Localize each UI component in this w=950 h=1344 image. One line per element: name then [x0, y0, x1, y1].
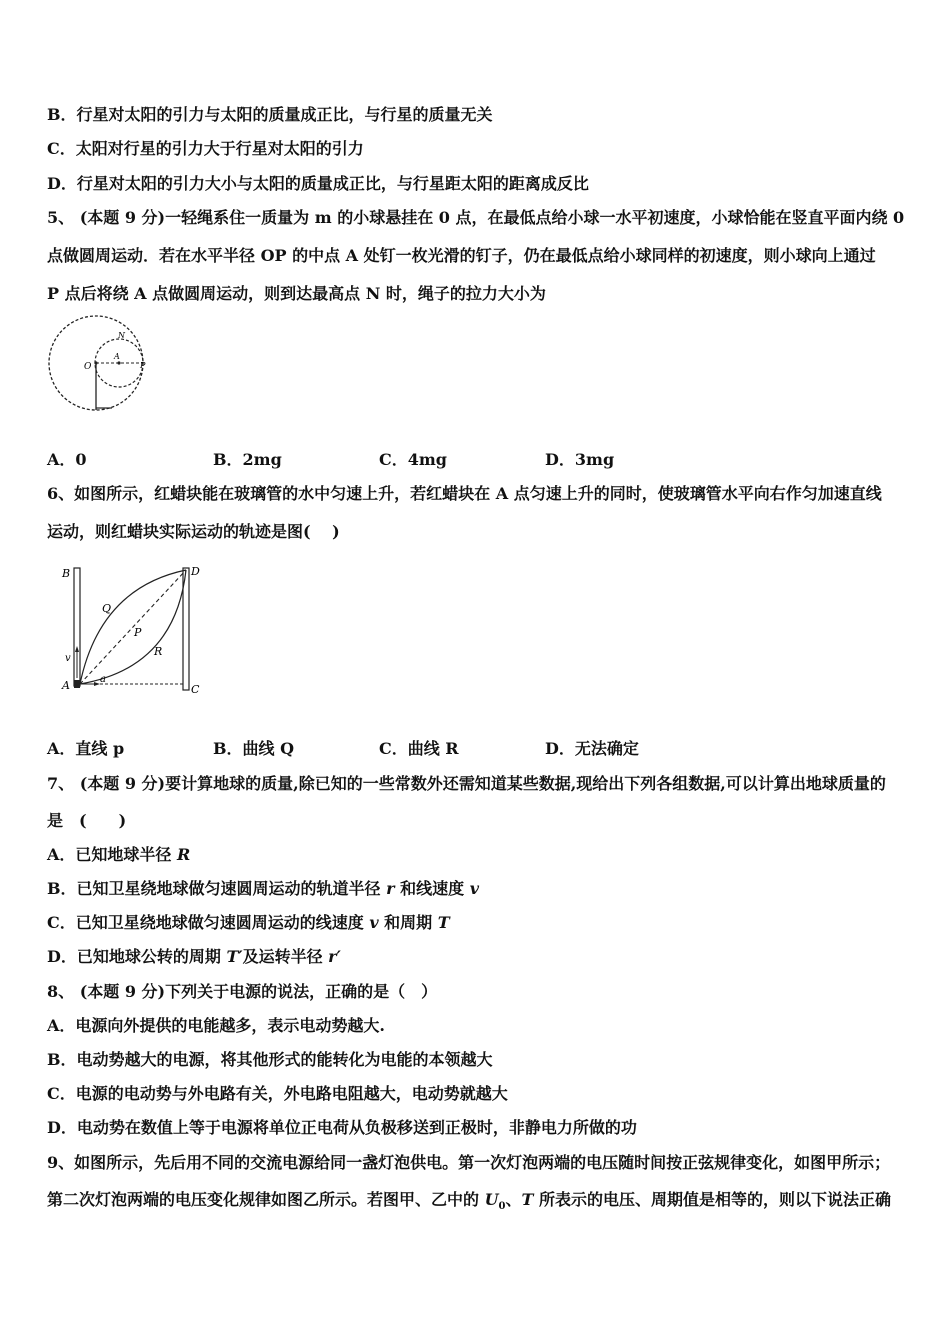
- q5-option-d: D．3mg: [545, 450, 615, 469]
- label-a: A: [114, 352, 120, 361]
- q5-option-a: A．0: [47, 450, 87, 469]
- q8-option-a: A．电源向外提供的电能越多，表示电动势越大.: [47, 1016, 385, 1035]
- q8-option-c: C．电源的电动势与外电路有关，外电路电阻越大，电动势就越大: [47, 1084, 508, 1103]
- label-o: O: [84, 362, 92, 372]
- q7-stem-line1: 7、 (本题 9 分)要计算地球的质量,除已知的一些常数外还需知道某些数据,现给出下列各组数据,可以计算出地球质量的: [47, 774, 886, 793]
- q5-options: [47, 447, 907, 470]
- q5-option-b: B．2mg: [213, 450, 282, 469]
- label-d: D: [191, 565, 200, 578]
- q6-trajectory-figure: [60, 558, 210, 703]
- q6-options: [47, 736, 907, 759]
- q8-option-b: B．电动势越大的电源，将其他形式的能转化为电能的本领越大: [47, 1050, 493, 1069]
- q5-stem-line2: 点做圆周运动．若在水平半径 OP 的中点 A 处钉一枚光滑的钉子，仍在最低点给小球同样的初速度，则小球向上通过: [47, 246, 876, 265]
- label-p: P: [134, 626, 142, 639]
- q6-option-c: C．曲线 R: [379, 739, 459, 758]
- q5-circle-figure: [46, 312, 156, 416]
- q9-stem-line2: 第二次灯泡两端的电压变化规律如图乙所示。若图甲、乙中的 $U_0$、T 所表示的电压、周期值是相等的，则以下说法正确: [47, 1190, 891, 1213]
- q4-option-c: C．太阳对行星的引力大于行星对太阳的引力: [47, 139, 364, 158]
- label-n: N: [118, 331, 125, 340]
- q6-option-d: D．无法确定: [545, 739, 639, 758]
- q4-option-b: B．行星对太阳的引力与太阳的质量成正比，与行星的质量无关: [47, 105, 493, 124]
- label-p: P: [140, 361, 146, 370]
- q4-option-d: D．行星对太阳的引力大小与太阳的质量成正比，与行星距太阳的距离成反比: [47, 174, 589, 193]
- label-b: B: [62, 567, 71, 580]
- q9-stem-line1: 9、如图所示，先后用不同的交流电源给同一盏灯泡供电。第一次灯泡两端的电压随时间按正弦规律变化，如图甲所示；: [47, 1153, 891, 1172]
- q5-option-c: C．4mg: [379, 450, 447, 469]
- q5-stem-line3: P 点后将绕 A 点做圆周运动，则到达最高点 N 时，绳子的拉力大小为: [47, 284, 546, 303]
- label-r: R: [154, 645, 163, 658]
- label-c: C: [191, 683, 200, 696]
- q6-stem-line1: 6、如图所示，红蜡块能在玻璃管的水中匀速上升，若红蜡块在 A 点匀速上升的同时，使玻璃管水平向右作匀加速直线: [47, 484, 882, 503]
- q7-stem-line2: 是 ( ): [47, 811, 127, 830]
- q6-stem-line2: 运动，则红蜡块实际运动的轨迹是图( ): [47, 522, 340, 541]
- label-a-point: A: [62, 679, 70, 692]
- q5-stem-line1: 5、 (本题 9 分)一轻绳系住一质量为 m 的小球悬挂在 0 点，在最低点给小球一水平初速度，小球恰能在竖直平面内绕 0: [47, 208, 905, 227]
- q8-stem: 8、 (本题 9 分)下列关于电源的说法，正确的是（ ）: [47, 982, 438, 1001]
- q7-option-d: D．已知地球公转的周期 T′及运转半径 r′: [47, 947, 341, 966]
- q7-option-c: C．已知卫星绕地球做匀速圆周运动的线速度 v 和周期 T: [47, 913, 450, 932]
- q7-option-b: B．已知卫星绕地球做匀速圆周运动的轨道半径 r 和线速度 v: [47, 879, 479, 898]
- q8-option-d: D．电动势在数值上等于电源将单位正电荷从负极移送到正极时，非静电力所做的功: [47, 1118, 637, 1137]
- label-a-accel: a: [100, 674, 106, 685]
- label-q: Q: [102, 602, 112, 615]
- label-v: v: [65, 653, 71, 664]
- q7-option-a: A．已知地球半径 R: [47, 845, 191, 864]
- q6-option-a: A．直线 p: [47, 739, 125, 758]
- q6-option-b: B．曲线 Q: [213, 739, 295, 758]
